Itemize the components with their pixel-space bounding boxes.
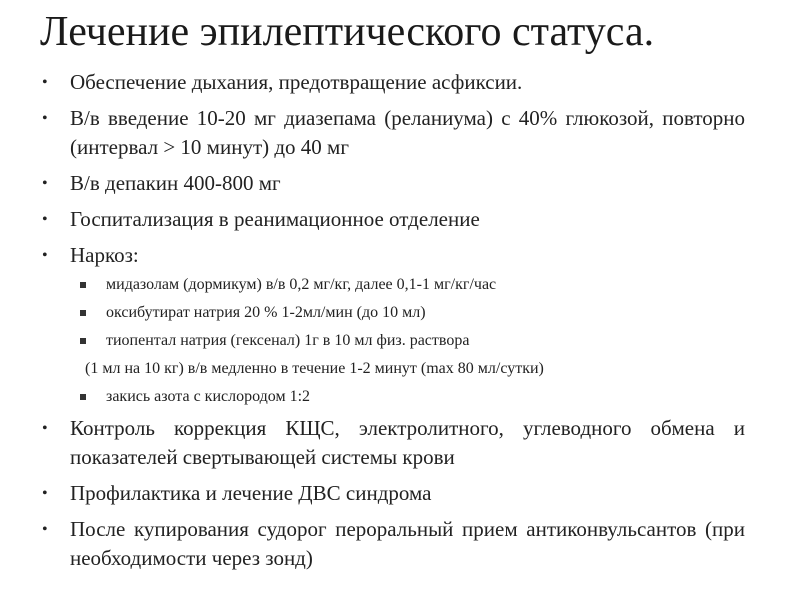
- bullet-item: [40, 479, 745, 508]
- narkoz-sublist: [40, 274, 745, 408]
- bullet-text: Обеспечение дыхания, предотвращение асфиксии.: [70, 70, 523, 94]
- bullet-icon: •: [42, 521, 48, 538]
- bullet-item: [40, 241, 745, 270]
- sub-bullet-item: [40, 302, 745, 324]
- bullet-item: [40, 414, 745, 472]
- bullet-text: В/в депакин 400-800 мг: [70, 171, 281, 195]
- bullet-text: Профилактика и лечение ДВС синдрома: [70, 481, 432, 505]
- bullet-icon: •: [42, 485, 48, 502]
- sub-bullet-text: тиопентал натрия (гексенал) 1г в 10 мл физ. раствора: [106, 332, 470, 349]
- bullet-icon: •: [42, 211, 48, 228]
- square-bullet-icon: [80, 282, 86, 288]
- bullet-text: Контроль коррекция КЩС, электролитного, углеводного обмена и показателей свертывающей системы крови: [70, 416, 745, 469]
- sub-bullet-item: [40, 386, 745, 408]
- sub-bullet-item: [40, 274, 745, 296]
- sub-bullet-text: оксибутират натрия 20 % 1-2мл/мин (до 10 мл): [106, 304, 426, 321]
- bullet-text: Госпитализация в реанимационное отделение: [70, 207, 480, 231]
- bullet-item: [40, 169, 745, 198]
- square-bullet-icon: [80, 310, 86, 316]
- sub-bullet-item: [40, 330, 745, 352]
- bullet-text: После купирования судорог пероральный прием антиконвульсантов (при необходимости через зонд): [70, 517, 745, 570]
- slide-title: Лечение эпилептического статуса.: [40, 9, 655, 55]
- bullet-icon: •: [42, 420, 48, 437]
- bullet-icon: •: [42, 175, 48, 192]
- bullet-item: [40, 515, 745, 573]
- bullet-text: Наркоз:: [70, 243, 139, 267]
- bullet-item: [40, 68, 745, 97]
- sub-bullet-text: мидазолам (дормикум) в/в 0,2 мг/кг, далее 0,1-1 мг/кг/час: [106, 276, 497, 293]
- sub-bullet-text: закись азота с кислородом 1:2: [106, 388, 311, 405]
- bullet-icon: •: [42, 247, 48, 264]
- square-bullet-icon: [80, 338, 86, 344]
- square-bullet-icon: [80, 394, 86, 400]
- bullet-icon: •: [42, 110, 48, 127]
- bullet-list: [40, 68, 745, 580]
- bullet-item: [40, 104, 745, 162]
- bullet-text: В/в введение 10-20 мг диазепама (реланиума) с 40% глюкозой, повторно (интервал > 10 минут) до 40 мг: [70, 106, 745, 159]
- bullet-icon: •: [42, 74, 48, 91]
- bullet-item: [40, 205, 745, 234]
- sub-note-text: (1 мл на 10 кг) в/в медленно в течение 1-2 минут (max 80 мл/сутки): [85, 360, 544, 377]
